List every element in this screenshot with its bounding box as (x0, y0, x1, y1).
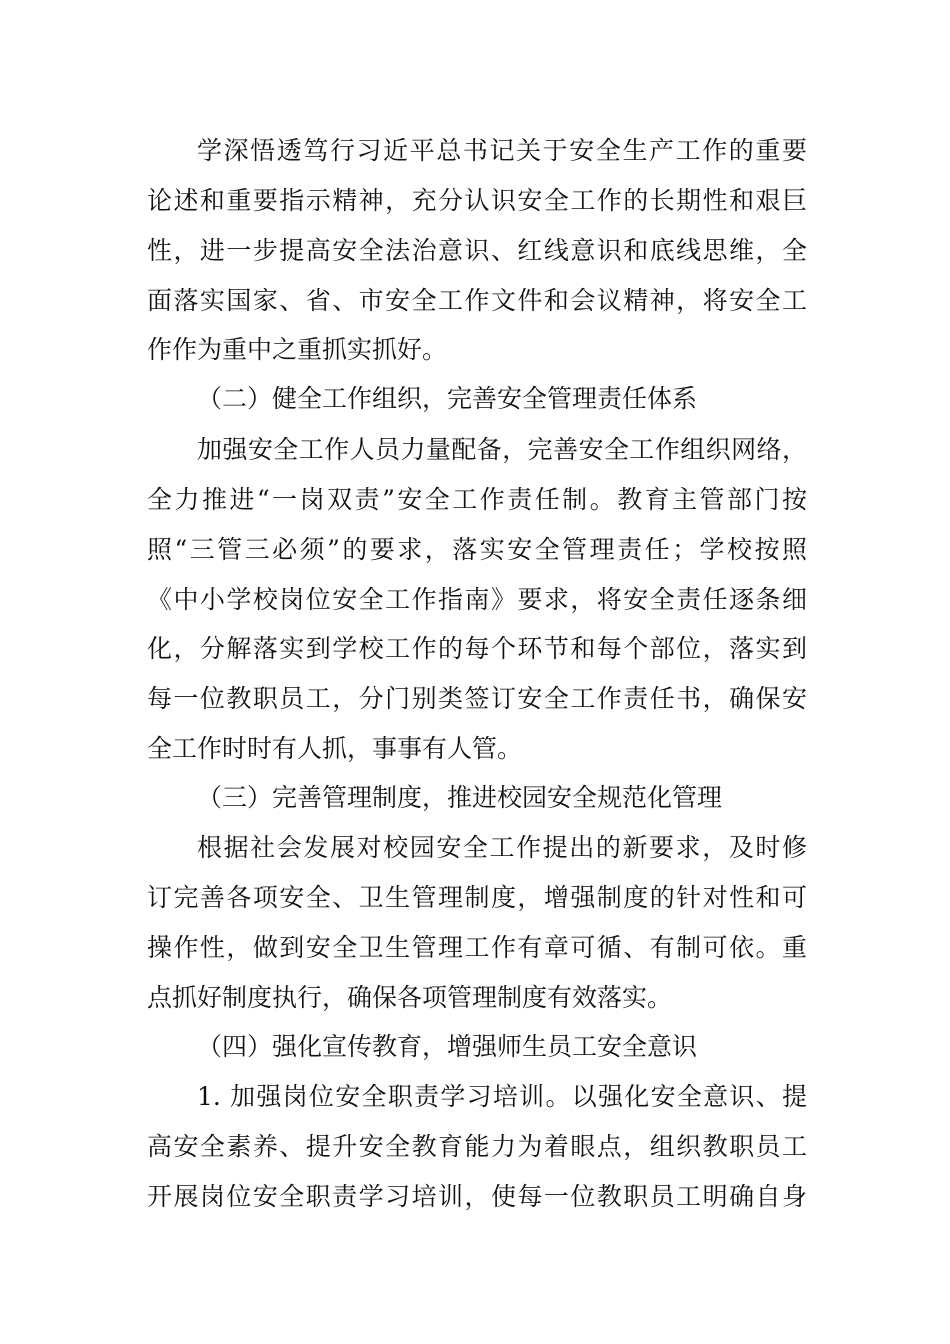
paragraph-line: 根据社会发展对校园安全工作提出的新要求，及时修 (197, 833, 807, 862)
section-heading: （三）完善管理制度，推进校园安全规范化管理 (197, 783, 723, 812)
paragraph-line: 论述和重要指示精神，充分认识安全工作的长期性和艰巨 (147, 186, 807, 215)
paragraph-line: 化，分解落实到学校工作的每个环节和每个部位，落实到 (147, 634, 807, 663)
paragraph-line: 全力推进“一岗双责”安全工作责任制。教育主管部门按 (147, 485, 807, 514)
paragraph-line: 订完善各项安全、卫生管理制度，增强制度的针对性和可 (147, 883, 807, 912)
paragraph-line: 1. 加强岗位安全职责学习培训。以强化安全意识、提 (197, 1082, 807, 1111)
paragraph-line: 每一位教职员工，分门别类签订安全工作责任书，确保安 (147, 684, 807, 713)
paragraph-line: 照“三管三必须”的要求，落实安全管理责任；学校按照 (147, 535, 807, 564)
paragraph-line: 性，进一步提高安全法治意识、红线意识和底线思维，全 (147, 236, 807, 265)
paragraph-line: 《中小学校岗位安全工作指南》要求，将安全责任逐条细 (147, 585, 807, 614)
paragraph-line: 全工作时时有人抓，事事有人管。 (147, 734, 523, 763)
paragraph-line: 操作性，做到安全卫生管理工作有章可循、有制可依。重 (147, 933, 807, 962)
paragraph-line: 加强安全工作人员力量配备，完善安全工作组织网络， (197, 435, 807, 464)
paragraph-line: 作作为重中之重抓实抓好。 (147, 335, 448, 364)
paragraph-line: 开展岗位安全职责学习培训，使每一位教职员工明确自身 (147, 1182, 807, 1211)
section-heading: （二）健全工作组织，完善安全管理责任体系 (197, 384, 698, 413)
paragraph-line: 学深悟透笃行习近平总书记关于安全生产工作的重要 (197, 136, 807, 165)
paragraph-line: 高安全素养、提升安全教育能力为着眼点，组织教职员工 (147, 1132, 807, 1161)
paragraph-line: 点抓好制度执行，确保各项管理制度有效落实。 (147, 983, 673, 1012)
section-heading: （四）强化宣传教育，增强师生员工安全意识 (197, 1032, 698, 1061)
paragraph-line: 面落实国家、省、市安全工作文件和会议精神，将安全工 (147, 286, 807, 315)
